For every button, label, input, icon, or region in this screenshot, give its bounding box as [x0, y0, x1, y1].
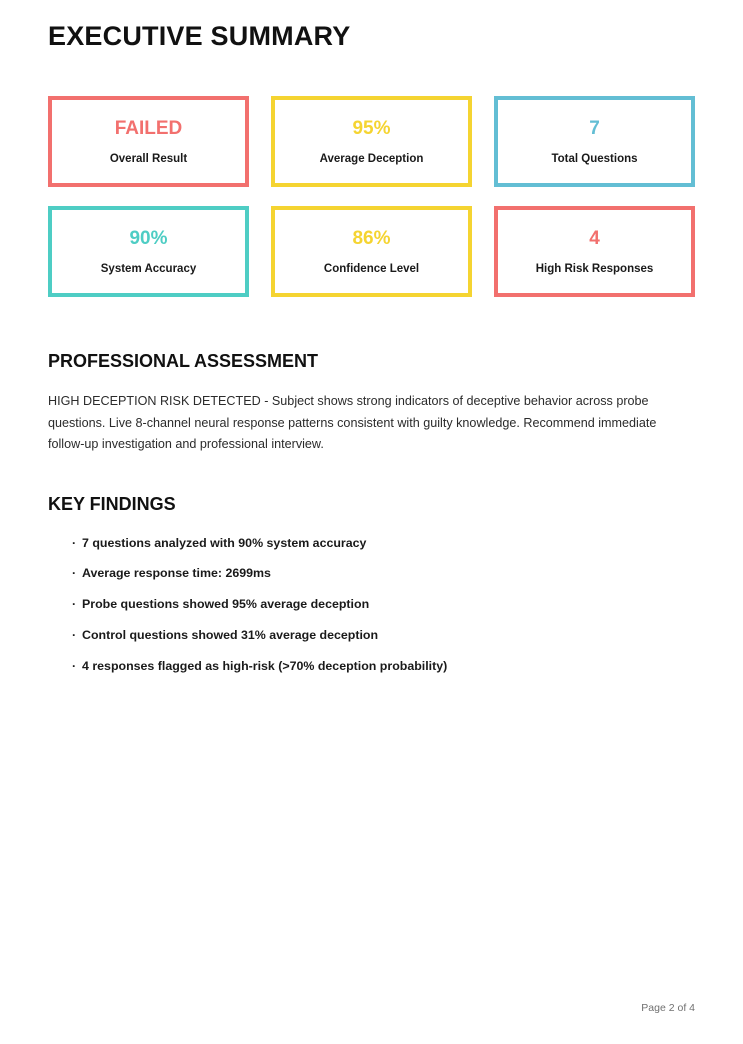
metric-label: High Risk Responses: [535, 262, 654, 275]
findings-list: [48, 536, 695, 674]
metric-value: 4: [589, 227, 600, 249]
metric-value: 86%: [352, 227, 391, 249]
metric-value: 95%: [352, 117, 391, 139]
metric-label: System Accuracy: [100, 262, 197, 275]
metric-card-overall-result: [48, 96, 249, 187]
bullet-icon: ·: [72, 566, 77, 581]
bullet-icon: ·: [72, 659, 77, 674]
metric-card-average-deception: [271, 96, 472, 187]
metric-card-confidence-level: [271, 206, 472, 297]
list-item: [64, 597, 695, 612]
metric-label: Average Deception: [319, 152, 424, 165]
bullet-icon: ·: [72, 628, 77, 643]
key-findings-section: [48, 494, 695, 674]
page-footer: Page 2 of 4: [641, 1002, 695, 1014]
finding-text: Control questions showed 31% average deception: [82, 628, 379, 643]
list-item: [64, 659, 695, 674]
finding-text: 4 responses flagged as high-risk (>70% deception probability): [82, 659, 448, 674]
section-heading-assessment: PROFESSIONAL ASSESSMENT: [48, 351, 319, 372]
metric-label: Total Questions: [551, 152, 638, 165]
metric-label: Confidence Level: [323, 262, 420, 275]
list-item: [64, 536, 695, 551]
professional-assessment-section: [48, 351, 695, 456]
metric-value: FAILED: [114, 117, 183, 139]
metric-value: 7: [589, 117, 600, 139]
bullet-icon: ·: [72, 597, 77, 612]
metric-card-system-accuracy: [48, 206, 249, 297]
finding-text: Average response time: 2699ms: [82, 566, 271, 581]
metrics-grid: [48, 96, 695, 297]
metric-value: 90%: [129, 227, 168, 249]
assessment-body-text: HIGH DECEPTION RISK DETECTED - Subject shows strong indicators of deceptive behavior across probe questions. Live 8-channel neural response patterns consistent with guilty knowledge. Recommend immediate follow-up investigation and professional interview.: [48, 393, 657, 452]
finding-text: Probe questions showed 95% average deception: [82, 597, 370, 612]
page-title: EXECUTIVE SUMMARY: [48, 21, 351, 51]
metric-card-high-risk-responses: [494, 206, 695, 297]
list-item: [64, 566, 695, 581]
section-heading-findings: KEY FINDINGS: [48, 493, 176, 514]
bullet-icon: ·: [72, 535, 77, 550]
metric-card-total-questions: [494, 96, 695, 187]
metric-label: Overall Result: [109, 152, 188, 165]
finding-text: 7 questions analyzed with 90% system accuracy: [82, 535, 367, 550]
list-item: [64, 628, 695, 643]
